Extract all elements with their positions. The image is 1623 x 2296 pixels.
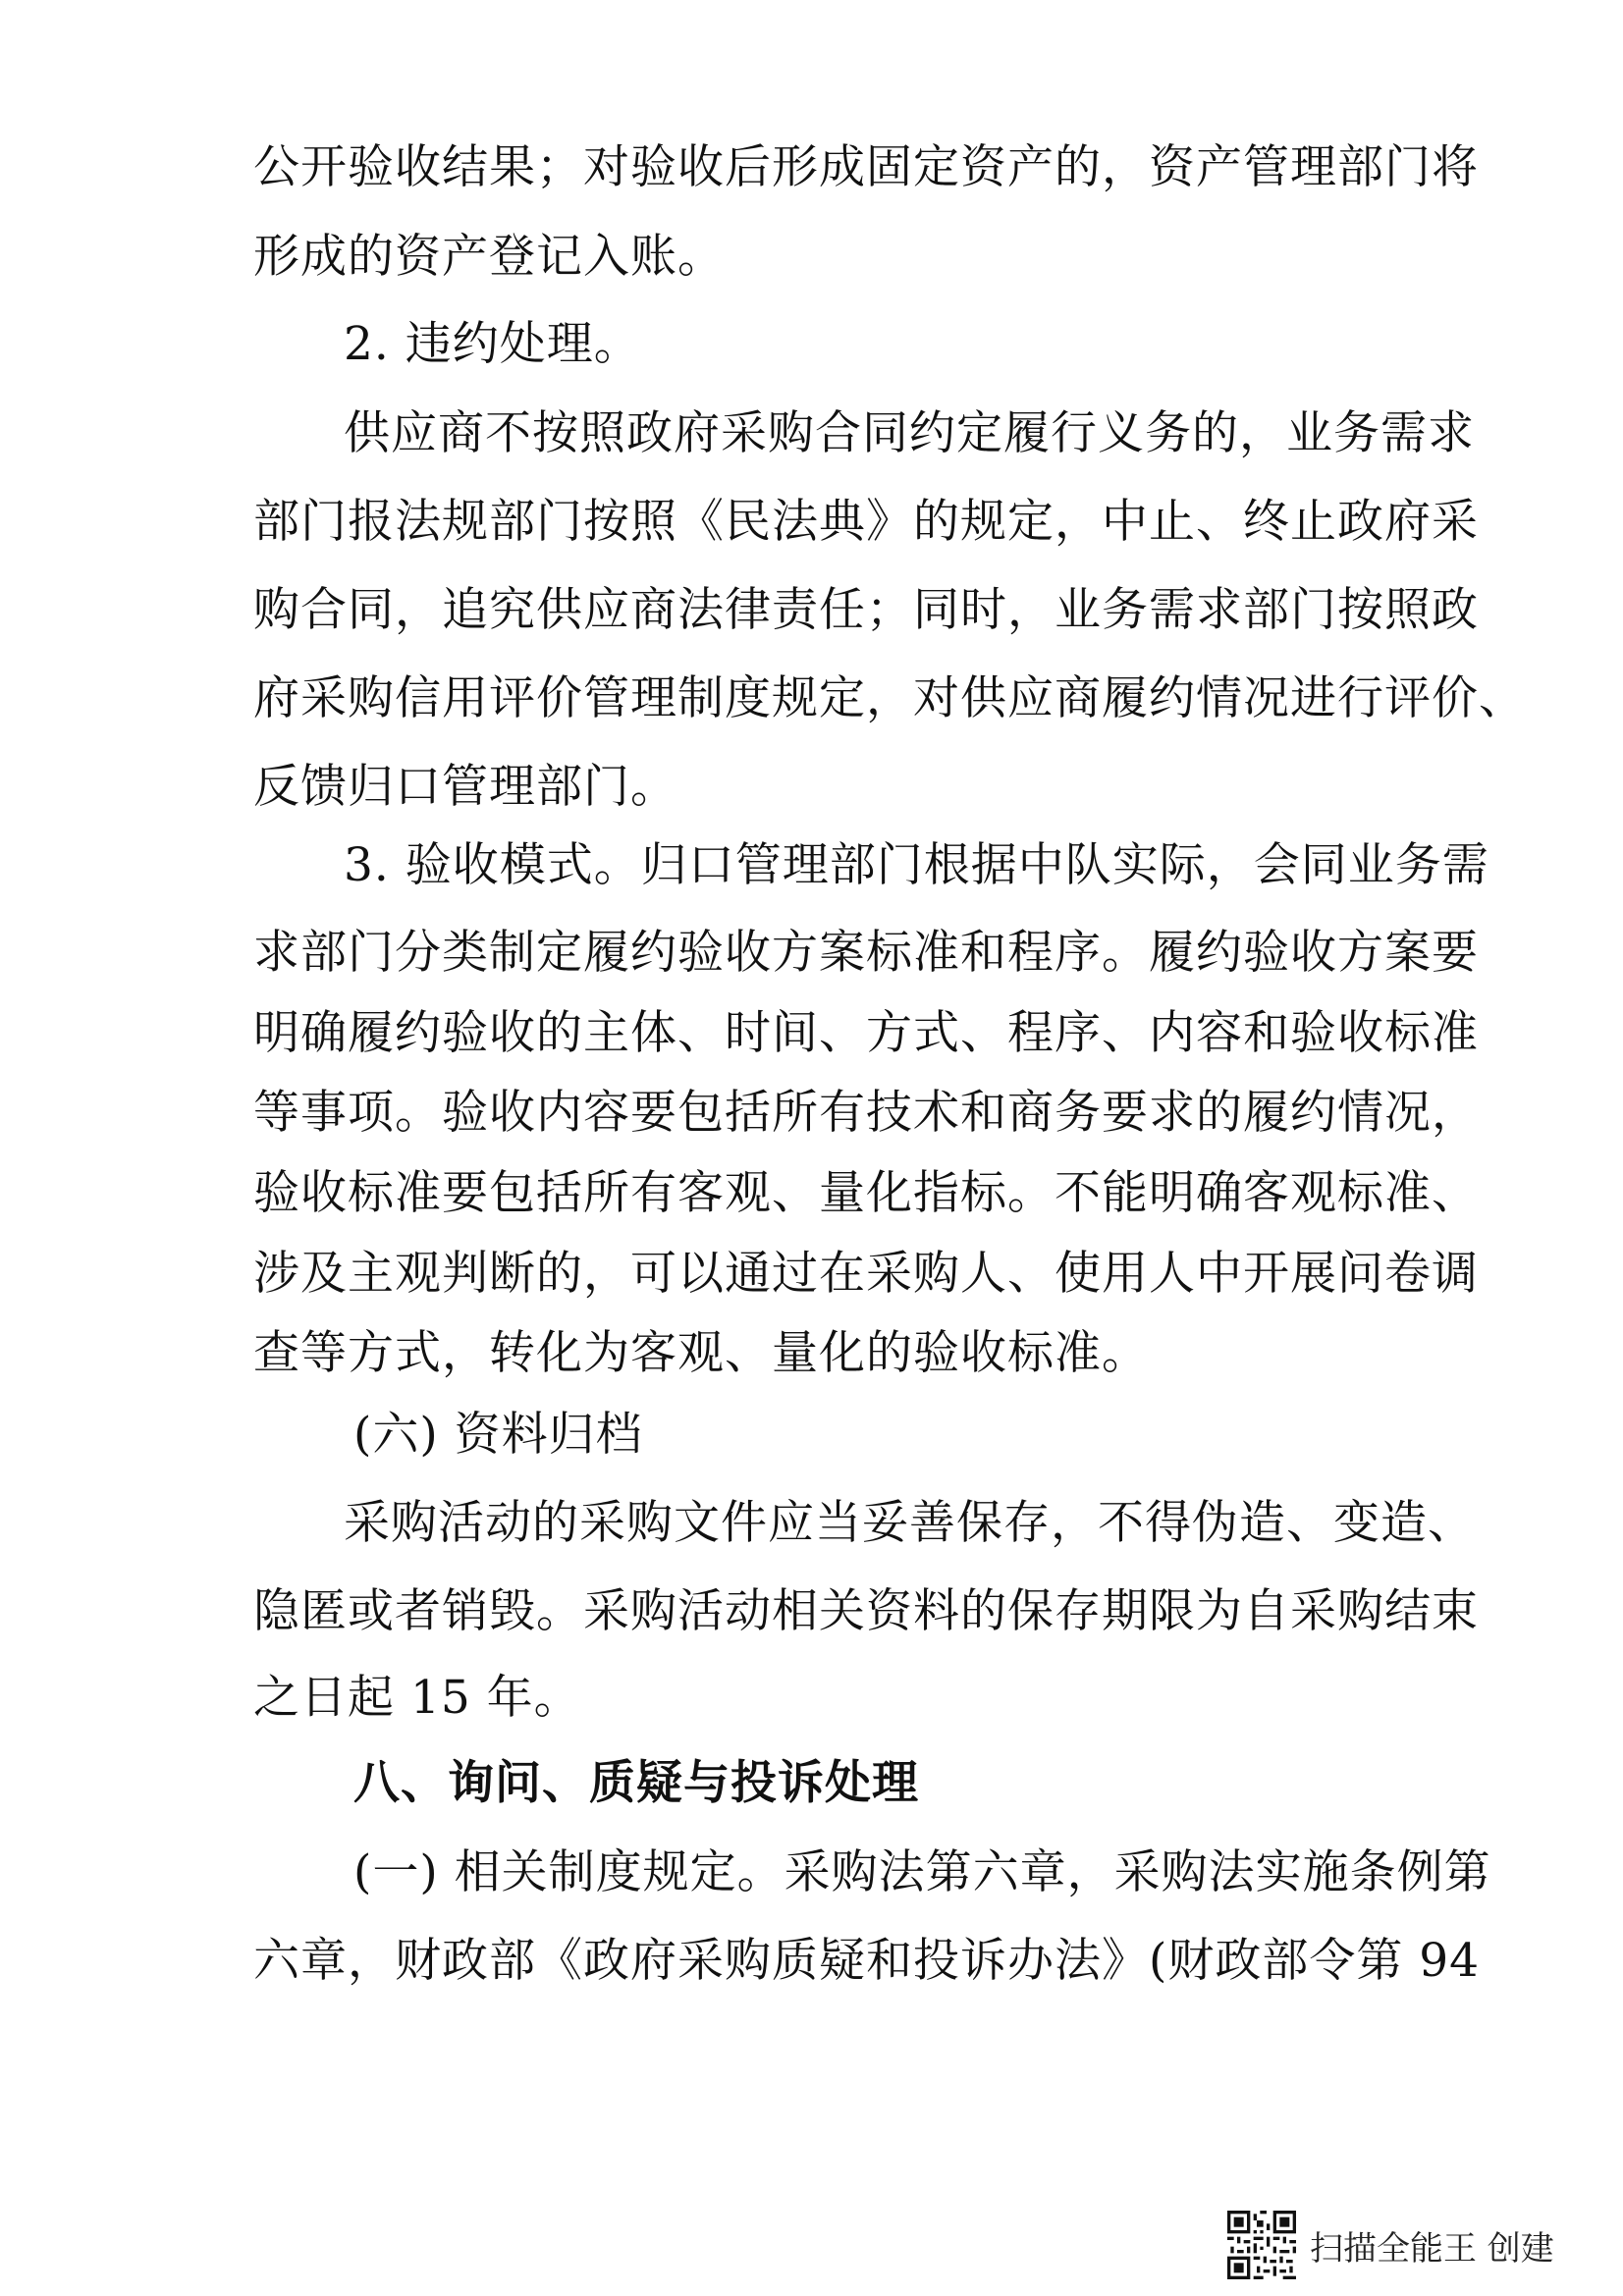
text-line: 供应商不按照政府采购合同约定履行义务的，业务需求 xyxy=(344,406,1475,460)
text-line: 购合同，追究供应商法律责任；同时，业务需求部门按照政 xyxy=(253,583,1479,637)
text-line: 公开验收结果；对验收后形成固定资产的，资产管理部门将 xyxy=(253,140,1479,194)
text-line: 验收标准要包括所有客观、量化指标。不能明确客观标准、 xyxy=(253,1166,1479,1220)
scanner-brand-label: 扫描全能王 创建 xyxy=(1310,2228,1554,2269)
text-line: 六章，财政部《政府采购质疑和投诉办法》(财政部令第 94 xyxy=(253,1934,1481,1988)
text-line: 等事项。验收内容要包括所有技术和商务要求的履约情况， xyxy=(253,1086,1479,1140)
chapter-heading: 八、询问、质疑与投诉处理 xyxy=(353,1756,919,1810)
text-line: 隐匿或者销毁。采购活动相关资料的保存期限为自采购结束 xyxy=(253,1584,1479,1638)
text-line: 部门报法规部门按照《民法典》的规定，中止、终止政府采 xyxy=(253,495,1479,549)
subheading: 2. 违约处理。 xyxy=(344,317,641,371)
text-line: 求部门分类制定履约验收方案标准和程序。履约验收方案要 xyxy=(253,926,1479,980)
text-line: 形成的资产登记入账。 xyxy=(253,230,725,284)
text-line: 府采购信用评价管理制度规定，对供应商履约情况进行评价、 xyxy=(253,671,1526,725)
text-line: 之日起 15 年。 xyxy=(253,1671,581,1725)
text-line: (一) 相关制度规定。采购法第六章，采购法实施条例第 xyxy=(353,1845,1491,1899)
section-heading: (六) 资料归档 xyxy=(353,1408,643,1462)
scanner-watermark xyxy=(1227,2211,1554,2279)
text-line: 明确履约验收的主体、时间、方式、程序、内容和验收标准 xyxy=(253,1006,1479,1060)
text-line: 反馈归口管理部门。 xyxy=(253,760,677,814)
text-line: 涉及主观判断的，可以通过在采购人、使用人中开展问卷调 xyxy=(253,1247,1479,1301)
qr-code-icon xyxy=(1227,2211,1296,2279)
text-line: 查等方式，转化为客观、量化的验收标准。 xyxy=(253,1326,1149,1380)
text-line: 采购活动的采购文件应当妥善保存，不得伪造、变造、 xyxy=(344,1496,1475,1550)
text-line: 3. 验收模式。归口管理部门根据中队实际，会同业务需 xyxy=(344,838,1489,892)
